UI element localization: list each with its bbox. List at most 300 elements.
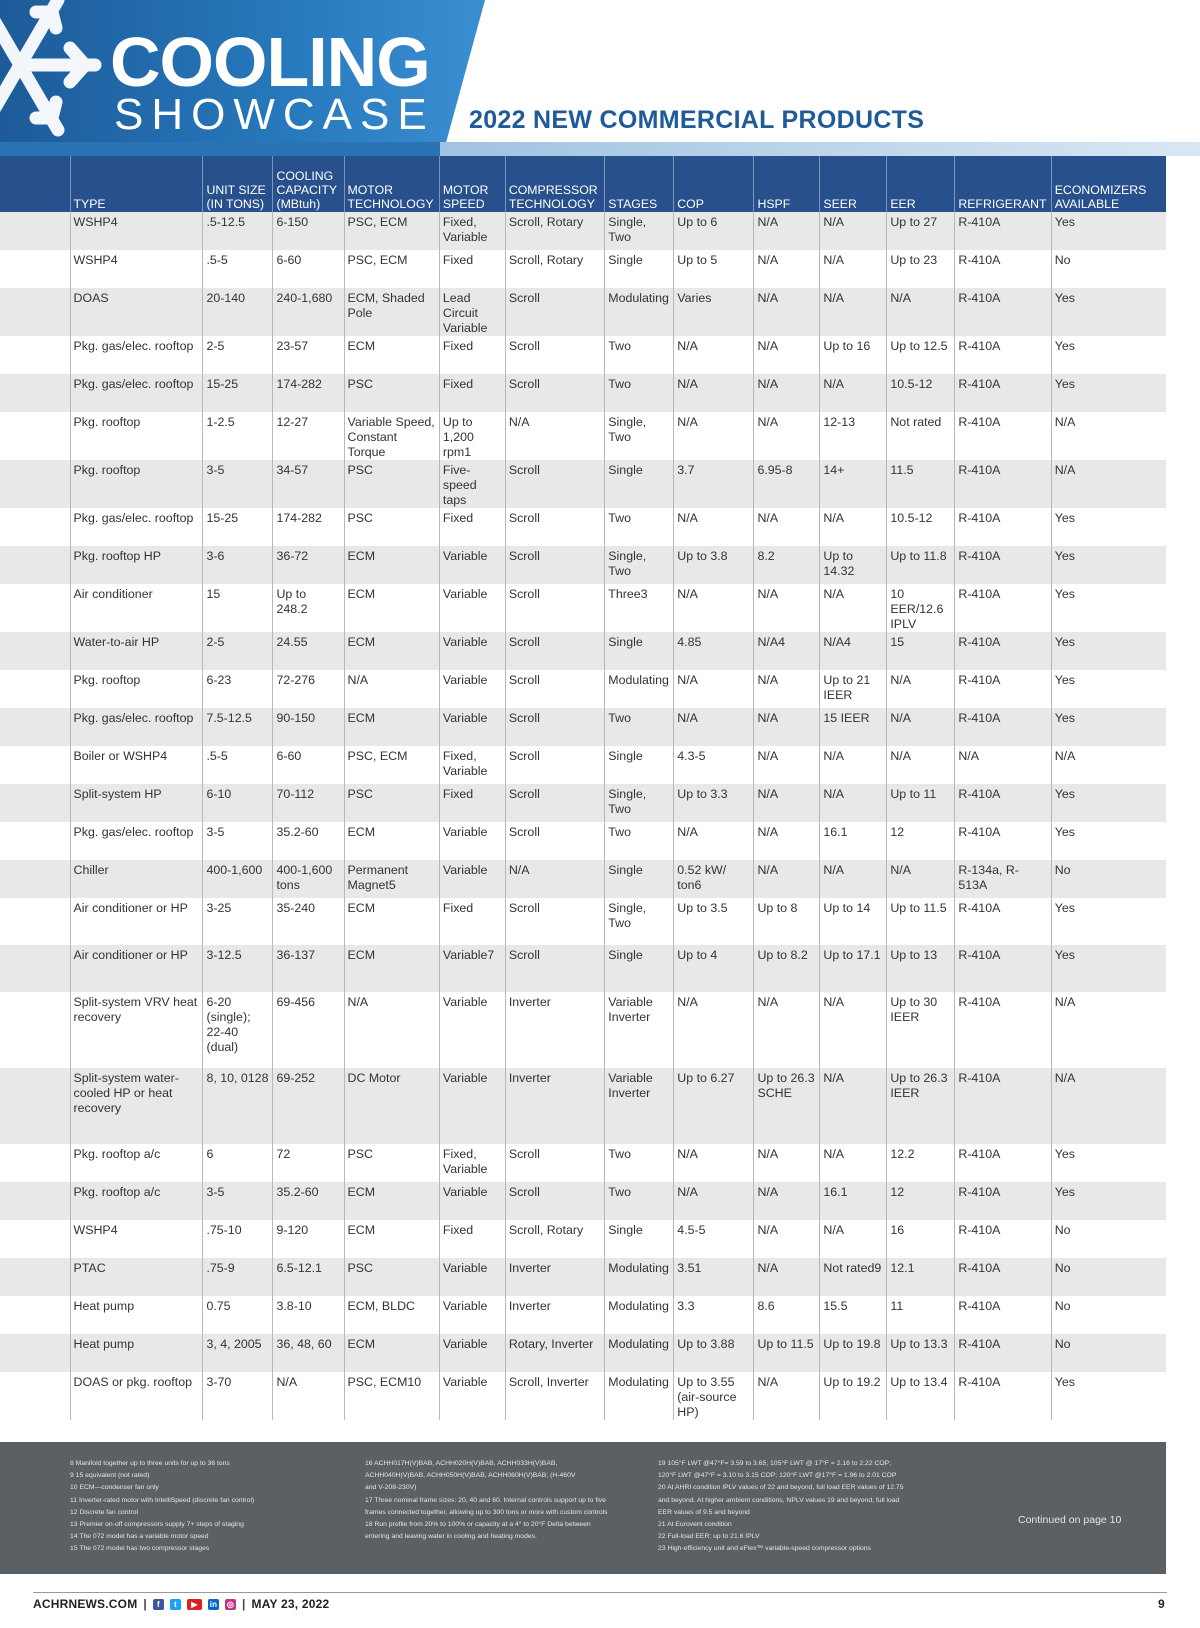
table-cell: Fixed (439, 336, 505, 374)
table-cell: 400-1,600 (203, 860, 273, 898)
column-header: COOLING CAPACITY (MBtuh) (273, 156, 344, 212)
table-cell: Single (605, 460, 674, 508)
table-cell: 16.1 (820, 1182, 887, 1220)
table-cell: 12-13 (820, 412, 887, 460)
table-cell: PSC, ECM (344, 212, 439, 250)
table-row (0, 1372, 1166, 1420)
table-cell: Up to 26.3 SCHE (754, 1068, 820, 1144)
table-cell: N/A (674, 708, 754, 746)
table-cell: Up to 11 (887, 784, 955, 822)
table-cell: 6-60 (273, 746, 344, 784)
row-lead-cell (0, 412, 70, 460)
table-cell: PSC (344, 784, 439, 822)
table-cell: N/A (674, 584, 754, 632)
table-cell: Variable (439, 860, 505, 898)
table-cell: Pkg. gas/elec. rooftop (70, 336, 203, 374)
table-cell: 72-276 (273, 670, 344, 708)
table-cell: R-410A (955, 412, 1051, 460)
table-cell: Scroll, Rotary (505, 212, 604, 250)
table-cell: Up to 11.5 (754, 1334, 820, 1372)
table-cell: 12 (887, 822, 955, 860)
table-row (0, 1068, 1166, 1144)
footnotes-column-1 (70, 1458, 254, 1556)
table-cell: ECM (344, 546, 439, 584)
table-cell: DOAS (70, 288, 203, 336)
column-header: MOTOR TECHNOLOGY (344, 156, 439, 212)
row-lead-cell (0, 1334, 70, 1372)
table-cell: 3-25 (203, 898, 273, 945)
table-row (0, 1182, 1166, 1220)
table-cell: Scroll (505, 945, 604, 992)
issue-date: MAY 23, 2022 (251, 1597, 330, 1611)
column-header: UNIT SIZE (IN TONS) (203, 156, 273, 212)
table-cell: Fixed, Variable (439, 1144, 505, 1182)
table-row (0, 546, 1166, 584)
row-lead-cell (0, 1220, 70, 1258)
table-cell: Two (605, 822, 674, 860)
table-cell: Variable (439, 670, 505, 708)
table-cell: N/A (344, 670, 439, 708)
table-cell: 3.7 (674, 460, 754, 508)
footnote-line: 19 105°F LWT @47°F= 3.59 to 3.65; 105°F LWT @ 17°F = 2.16 to 2.22 COP; (658, 1460, 892, 1467)
table-cell: Fixed (439, 508, 505, 546)
row-lead-cell (0, 784, 70, 822)
table-cell: Scroll (505, 746, 604, 784)
table-cell: R-410A (955, 822, 1051, 860)
table-cell: N/A (820, 508, 887, 546)
table-cell: 90-150 (273, 708, 344, 746)
table-cell: Boiler or WSHP4 (70, 746, 203, 784)
table-cell: Up to 14.32 (820, 546, 887, 584)
table-row (0, 1334, 1166, 1372)
footnote-line: 13 Premier on-off compressors supply 7+ steps of staging (70, 1521, 244, 1529)
table-row (0, 670, 1166, 708)
table-cell: 3.8-10 (273, 1296, 344, 1334)
table-cell: Heat pump (70, 1334, 203, 1372)
table-cell: Variable (439, 1258, 505, 1296)
table-cell: Variable (439, 584, 505, 632)
table-cell: Up to 8.2 (754, 945, 820, 992)
table-row (0, 822, 1166, 860)
table-cell: R-410A (955, 784, 1051, 822)
table-cell: Up to 13.4 (887, 1372, 955, 1420)
table-row (0, 412, 1166, 460)
table-cell: No (1051, 1334, 1166, 1372)
table-cell: Permanent Magnet5 (344, 860, 439, 898)
table-cell: 6 (203, 1144, 273, 1182)
table-cell: Variable (439, 546, 505, 584)
table-cell: Modulating (605, 1258, 674, 1296)
table-cell: N/A (1051, 412, 1166, 460)
row-lead-cell (0, 632, 70, 670)
table-row (0, 1144, 1166, 1182)
table-cell: 3-12.5 (203, 945, 273, 992)
table-cell: Pkg. rooftop (70, 412, 203, 460)
table-cell: R-410A (955, 546, 1051, 584)
table-cell: 2-5 (203, 336, 273, 374)
table-cell: N/A (674, 412, 754, 460)
table-cell: Fixed (439, 1220, 505, 1258)
table-cell: Up to 19.8 (820, 1334, 887, 1372)
table-cell: Scroll (505, 1144, 604, 1182)
table-cell: Two (605, 1182, 674, 1220)
table-cell: 4.85 (674, 632, 754, 670)
table-cell: .5-5 (203, 746, 273, 784)
table-cell: 15-25 (203, 374, 273, 412)
table-cell: Up to 14 (820, 898, 887, 945)
table-cell: Heat pump (70, 1296, 203, 1334)
youtube-icon[interactable]: ▶ (187, 1599, 202, 1610)
table-cell: Pkg. gas/elec. rooftop (70, 374, 203, 412)
table-cell: Up to 3.88 (674, 1334, 754, 1372)
table-cell: N/A (820, 992, 887, 1068)
table-cell: 1-2.5 (203, 412, 273, 460)
table-cell: R-410A (955, 1144, 1051, 1182)
table-cell: Scroll, Inverter (505, 1372, 604, 1420)
table-cell: ECM (344, 945, 439, 992)
table-cell: N/A (754, 412, 820, 460)
table-cell: Variable (439, 632, 505, 670)
table-cell: PSC, ECM10 (344, 1372, 439, 1420)
table-cell: N/A (1051, 1068, 1166, 1144)
twitter-icon[interactable]: t (170, 1599, 181, 1610)
table-cell: N/A (820, 1220, 887, 1258)
column-header: TYPE (70, 156, 203, 212)
table-cell: Scroll (505, 822, 604, 860)
table-cell: Pkg. gas/elec. rooftop (70, 822, 203, 860)
table-cell: Up to 3.5 (674, 898, 754, 945)
table-cell: N/A (674, 374, 754, 412)
table-cell: 6.95-8 (754, 460, 820, 508)
table-cell: PSC, ECM (344, 746, 439, 784)
table-row (0, 898, 1166, 945)
table-cell: 12.2 (887, 1144, 955, 1182)
header-banner (0, 0, 1200, 158)
table-cell: Variable (439, 1372, 505, 1420)
table-cell: DC Motor (344, 1068, 439, 1144)
table-cell: Up to 26.3 IEER (887, 1068, 955, 1144)
footnotes-column-3 (658, 1458, 903, 1556)
footnote-line: and beyond. At higher ambient conditions, NPLV values 19 and beyond, full load (658, 1496, 900, 1504)
table-cell: .5-12.5 (203, 212, 273, 250)
table-cell: ECM (344, 1182, 439, 1220)
table-cell: 240-1,680 (273, 288, 344, 336)
table-cell: Variable (439, 708, 505, 746)
table-cell: Variable (439, 1334, 505, 1372)
table-cell: Fixed (439, 898, 505, 945)
row-lead-cell (0, 250, 70, 288)
table-cell: N/A (754, 822, 820, 860)
table-row (0, 1296, 1166, 1334)
table-cell: N/A (754, 670, 820, 708)
table-cell: Single, Two (605, 412, 674, 460)
table-cell: No (1051, 1258, 1166, 1296)
table-cell: N/A (820, 374, 887, 412)
products-table-wrapper (0, 156, 1166, 1420)
table-cell: Variable (439, 1182, 505, 1220)
table-cell: Two (605, 508, 674, 546)
table-cell: Yes (1051, 822, 1166, 860)
row-lead-cell (0, 945, 70, 992)
table-cell: 3-6 (203, 546, 273, 584)
table-row (0, 212, 1166, 250)
table-cell: 70-112 (273, 784, 344, 822)
table-cell: Air conditioner or HP (70, 945, 203, 992)
row-lead-cell (0, 898, 70, 945)
table-cell: N/A (887, 288, 955, 336)
table-cell: Rotary, Inverter (505, 1334, 604, 1372)
table-cell: 6-60 (273, 250, 344, 288)
column-header: COMPRESSOR TECHNOLOGY (505, 156, 604, 212)
table-cell: Up to 12.5 (887, 336, 955, 374)
footnote-line: 120°F LWT @47°F = 3.10 to 3.15 COP; 120°F LWT @17°F = 1.96 to 2.01 COP (658, 1472, 897, 1480)
table-cell: N/A (505, 860, 604, 898)
table-cell: Single (605, 746, 674, 784)
table-cell: Scroll (505, 288, 604, 336)
table-cell: N/A4 (820, 632, 887, 670)
table-cell: R-410A (955, 460, 1051, 508)
table-cell: Variable Inverter (605, 992, 674, 1068)
footnote-line: 17 Three nominal frame sizes: 20, 40 and 60. Internal controls support up to five (365, 1496, 606, 1504)
table-cell: 11.5 (887, 460, 955, 508)
table-cell: .5-5 (203, 250, 273, 288)
table-row (0, 250, 1166, 288)
table-cell: N/A (820, 250, 887, 288)
table-cell: Fixed (439, 250, 505, 288)
table-cell: N/A (1051, 992, 1166, 1068)
table-cell: 3-5 (203, 460, 273, 508)
table-cell: Modulating (605, 670, 674, 708)
continued-note: Continued on page 10 (1018, 1514, 1122, 1526)
page-number: 9 (1158, 1597, 1165, 1611)
table-cell: Inverter (505, 1296, 604, 1334)
products-table (0, 156, 1166, 1420)
footnote-line: 20 At AHRI condition IPLV values of 22 and beyond, full load EER values of 12.75 (658, 1484, 904, 1492)
table-row (0, 508, 1166, 546)
table-cell: Fixed, Variable (439, 746, 505, 784)
table-cell: 24.55 (273, 632, 344, 670)
table-cell: R-410A (955, 584, 1051, 632)
table-cell: N/A (820, 784, 887, 822)
row-lead-cell (0, 288, 70, 336)
table-cell: 174-282 (273, 374, 344, 412)
table-cell: Scroll (505, 336, 604, 374)
table-cell: Yes (1051, 670, 1166, 708)
table-cell: R-410A (955, 1372, 1051, 1420)
table-row (0, 746, 1166, 784)
table-cell: Up to 8 (754, 898, 820, 945)
table-cell: R-410A (955, 670, 1051, 708)
table-cell: Single (605, 632, 674, 670)
table-cell: R-410A (955, 250, 1051, 288)
row-lead-cell (0, 1372, 70, 1420)
footnote-line: 10 ECM—condenser fan only (70, 1484, 159, 1492)
table-cell: Inverter (505, 1068, 604, 1144)
table-cell: Variable Inverter (605, 1068, 674, 1144)
table-cell: Up to 19.2 (820, 1372, 887, 1420)
table-cell: N/A (674, 336, 754, 374)
table-cell: WSHP4 (70, 212, 203, 250)
table-cell: Split-system HP (70, 784, 203, 822)
row-lead-cell (0, 746, 70, 784)
table-cell: Single (605, 1220, 674, 1258)
table-cell: 69-456 (273, 992, 344, 1068)
table-cell: Variable (439, 1068, 505, 1144)
table-cell: 36, 48, 60 (273, 1334, 344, 1372)
table-row (0, 336, 1166, 374)
table-cell: N/A (754, 508, 820, 546)
table-row (0, 584, 1166, 632)
header-cell-blank (0, 156, 70, 212)
table-cell: Scroll (505, 670, 604, 708)
table-cell: Up to 27 (887, 212, 955, 250)
table-cell: 2-5 (203, 632, 273, 670)
table-cell: 3.51 (674, 1258, 754, 1296)
table-cell: Single, Two (605, 546, 674, 584)
table-cell: R-410A (955, 508, 1051, 546)
footnote-line: 14 The 072 model has a variable motor speed (70, 1533, 209, 1541)
row-lead-cell (0, 1068, 70, 1144)
row-lead-cell (0, 1296, 70, 1334)
table-row (0, 632, 1166, 670)
table-cell: N/A (887, 670, 955, 708)
table-cell: R-410A (955, 1258, 1051, 1296)
table-cell: 12-27 (273, 412, 344, 460)
table-cell: N/A (754, 1220, 820, 1258)
table-cell: 23-57 (273, 336, 344, 374)
table-cell: 36-137 (273, 945, 344, 992)
table-cell: No (1051, 1296, 1166, 1334)
table-cell: DOAS or pkg. rooftop (70, 1372, 203, 1420)
table-cell: 10 EER/12.6 IPLV (887, 584, 955, 632)
table-cell: 4.5-5 (674, 1220, 754, 1258)
table-cell: R-410A (955, 898, 1051, 945)
table-row (0, 945, 1166, 992)
row-lead-cell (0, 546, 70, 584)
table-cell: 7.5-12.5 (203, 708, 273, 746)
table-cell: Pkg. gas/elec. rooftop (70, 708, 203, 746)
site-link[interactable]: ACHRNEWS.COM (33, 1597, 138, 1611)
table-cell: R-410A (955, 1296, 1051, 1334)
table-cell: 20-140 (203, 288, 273, 336)
table-cell: N/A (754, 1144, 820, 1182)
table-cell: ECM (344, 1220, 439, 1258)
table-cell: N/A (674, 1182, 754, 1220)
table-cell: N/A (754, 212, 820, 250)
table-cell: PSC (344, 374, 439, 412)
table-cell: Fixed, Variable (439, 212, 505, 250)
footnote-line: entering and leaving water in cooling and heating modes. (365, 1533, 537, 1541)
table-cell: N/A (820, 1068, 887, 1144)
table-cell: N/A (820, 288, 887, 336)
table-cell: 11 (887, 1296, 955, 1334)
table-cell: Single, Two (605, 898, 674, 945)
table-cell: 9-120 (273, 1220, 344, 1258)
table-cell: PTAC (70, 1258, 203, 1296)
table-cell: Up to 1,200 rpm1 (439, 412, 505, 460)
table-cell: Scroll (505, 1182, 604, 1220)
table-cell: Fixed (439, 374, 505, 412)
table-cell: .75-10 (203, 1220, 273, 1258)
table-cell: N/A (674, 992, 754, 1068)
table-cell: 0.75 (203, 1296, 273, 1334)
table-cell: Scroll (505, 784, 604, 822)
table-cell: N/A (754, 584, 820, 632)
table-cell: N/A (674, 1144, 754, 1182)
table-cell: Varies (674, 288, 754, 336)
table-cell: Up to 13.3 (887, 1334, 955, 1372)
instagram-icon[interactable]: ◎ (226, 1599, 235, 1609)
table-cell: 14+ (820, 460, 887, 508)
table-cell: N/A (887, 860, 955, 898)
table-cell: PSC (344, 460, 439, 508)
table-cell: ECM (344, 898, 439, 945)
table-cell: Inverter (505, 1258, 604, 1296)
table-cell: R-410A (955, 336, 1051, 374)
table-cell: 15-25 (203, 508, 273, 546)
table-cell: Three3 (605, 584, 674, 632)
table-cell: Up to 6.27 (674, 1068, 754, 1144)
table-cell: Variable (439, 822, 505, 860)
table-cell: R-134a, R-513A (955, 860, 1051, 898)
row-lead-cell (0, 1182, 70, 1220)
table-cell: R-410A (955, 1220, 1051, 1258)
table-cell: N/A (754, 250, 820, 288)
row-lead-cell (0, 508, 70, 546)
table-cell: 3-70 (203, 1372, 273, 1420)
row-lead-cell (0, 1258, 70, 1296)
table-cell: N/A (754, 784, 820, 822)
table-cell: Single (605, 860, 674, 898)
table-cell: 6-150 (273, 212, 344, 250)
table-cell: WSHP4 (70, 1220, 203, 1258)
brand-title-cooling: COOLING (110, 23, 430, 101)
row-lead-cell (0, 992, 70, 1068)
table-cell: No (1051, 250, 1166, 288)
table-cell: Up to 3.8 (674, 546, 754, 584)
table-cell: N/A (820, 860, 887, 898)
table-cell: R-410A (955, 632, 1051, 670)
table-cell: Two (605, 336, 674, 374)
table-cell: 3-5 (203, 1182, 273, 1220)
table-cell: Yes (1051, 1182, 1166, 1220)
facebook-icon[interactable]: f (153, 1599, 164, 1610)
table-cell: Yes (1051, 508, 1166, 546)
row-lead-cell (0, 708, 70, 746)
table-cell: 10.5-12 (887, 374, 955, 412)
table-cell: N/A (754, 746, 820, 784)
table-cell: R-410A (955, 1334, 1051, 1372)
table-row (0, 1220, 1166, 1258)
footnote-line: 21 At Eurovent condition (658, 1521, 732, 1529)
table-cell: Pkg. rooftop a/c (70, 1144, 203, 1182)
row-lead-cell (0, 374, 70, 412)
linkedin-icon[interactable]: in (209, 1599, 218, 1609)
table-cell: Scroll (505, 898, 604, 945)
table-cell: Scroll (505, 546, 604, 584)
table-cell: 16 (887, 1220, 955, 1258)
table-cell: N/A (754, 336, 820, 374)
table-cell: Up to 21 IEER (820, 670, 887, 708)
table-cell: 8, 10, 0128 (203, 1068, 273, 1144)
table-cell: Up to 23 (887, 250, 955, 288)
table-cell: N/A (754, 288, 820, 336)
footnote-line: 15 The 072 model has two compressor stages (70, 1545, 210, 1553)
table-cell: R-410A (955, 374, 1051, 412)
table-cell: Pkg. rooftop (70, 460, 203, 508)
table-cell: Not rated (887, 412, 955, 460)
table-cell: N/A (1051, 460, 1166, 508)
